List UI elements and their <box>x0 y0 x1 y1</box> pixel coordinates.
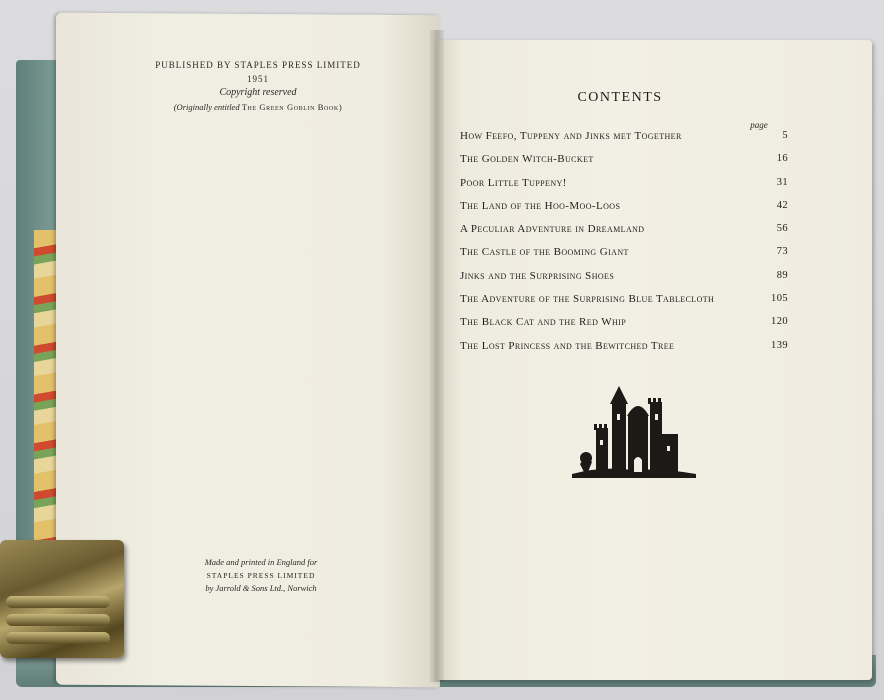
table-of-contents <box>460 130 796 363</box>
bookend-band <box>6 632 110 644</box>
original-title: The Green Goblin Book) <box>241 102 343 112</box>
toc-entry-title: Poor Little Tuppeny! <box>460 176 567 189</box>
toc-entry-title: The Adventure of the Surprising Blue Tablecloth <box>460 293 715 306</box>
contents-heading: CONTENTS <box>577 90 663 105</box>
toc-entry <box>460 270 796 293</box>
toc-entry-title: The Land of the Hoo-Moo-Loos <box>460 199 621 212</box>
toc-entry-page: 73 <box>776 246 788 258</box>
page-column-label: page <box>750 120 768 130</box>
toc-entry-title: A Peculiar Adventure in Dreamland <box>460 223 645 236</box>
toc-entry-title: Jinks and the Surprising Shoes <box>460 269 615 282</box>
toc-entry <box>460 340 796 363</box>
toc-entry <box>460 293 796 316</box>
toc-entry <box>460 153 796 176</box>
toc-entry-page: 105 <box>771 293 788 305</box>
toc-entry-page: 42 <box>776 199 788 211</box>
toc-entry-page: 120 <box>771 316 788 328</box>
castle-silhouette-icon <box>572 384 696 478</box>
brass-bookend-weight <box>0 540 124 658</box>
toc-entry-title: The Black Cat and the Red Whip <box>460 316 627 329</box>
toc-entry-page: 16 <box>776 153 788 165</box>
book-gutter <box>430 30 444 682</box>
toc-entry <box>460 130 796 153</box>
toc-entry <box>460 223 796 246</box>
toc-entry-page: 31 <box>776 176 788 188</box>
printer-line-3: by Jarrold & Sons Ltd., Norwich <box>205 583 317 593</box>
toc-entry-page: 139 <box>771 339 788 351</box>
bookend-band <box>6 614 110 626</box>
original-title-line <box>150 100 366 114</box>
original-title-prefix: (Originally entitled <box>173 102 240 112</box>
toc-entry-title: The Golden Witch-Bucket <box>460 153 594 166</box>
toc-entry-page: 5 <box>782 130 788 141</box>
publisher-imprint <box>150 58 366 114</box>
toc-entry-title: How Feefo, Tuppeny and Jinks met Together <box>460 130 682 142</box>
bookend-band <box>6 596 110 608</box>
toc-entry <box>460 200 796 223</box>
toc-entry-title: The Lost Princess and the Bewitched Tree <box>460 339 675 352</box>
toc-entry-page: 89 <box>776 269 788 281</box>
publisher-line: PUBLISHED BY STAPLES PRESS LIMITED 1951 <box>155 60 361 84</box>
toc-entry <box>460 316 796 339</box>
printer-line-1: Made and printed in England for <box>204 557 318 567</box>
toc-entry <box>460 177 796 200</box>
printer-imprint <box>186 556 336 595</box>
toc-entry <box>460 246 796 269</box>
toc-entry-title: The Castle of the Booming Giant <box>460 246 629 259</box>
toc-entry-page: 56 <box>776 223 788 235</box>
copyright-line: Copyright reserved <box>219 87 297 98</box>
printer-line-2: STAPLES PRESS LIMITED <box>206 571 316 580</box>
